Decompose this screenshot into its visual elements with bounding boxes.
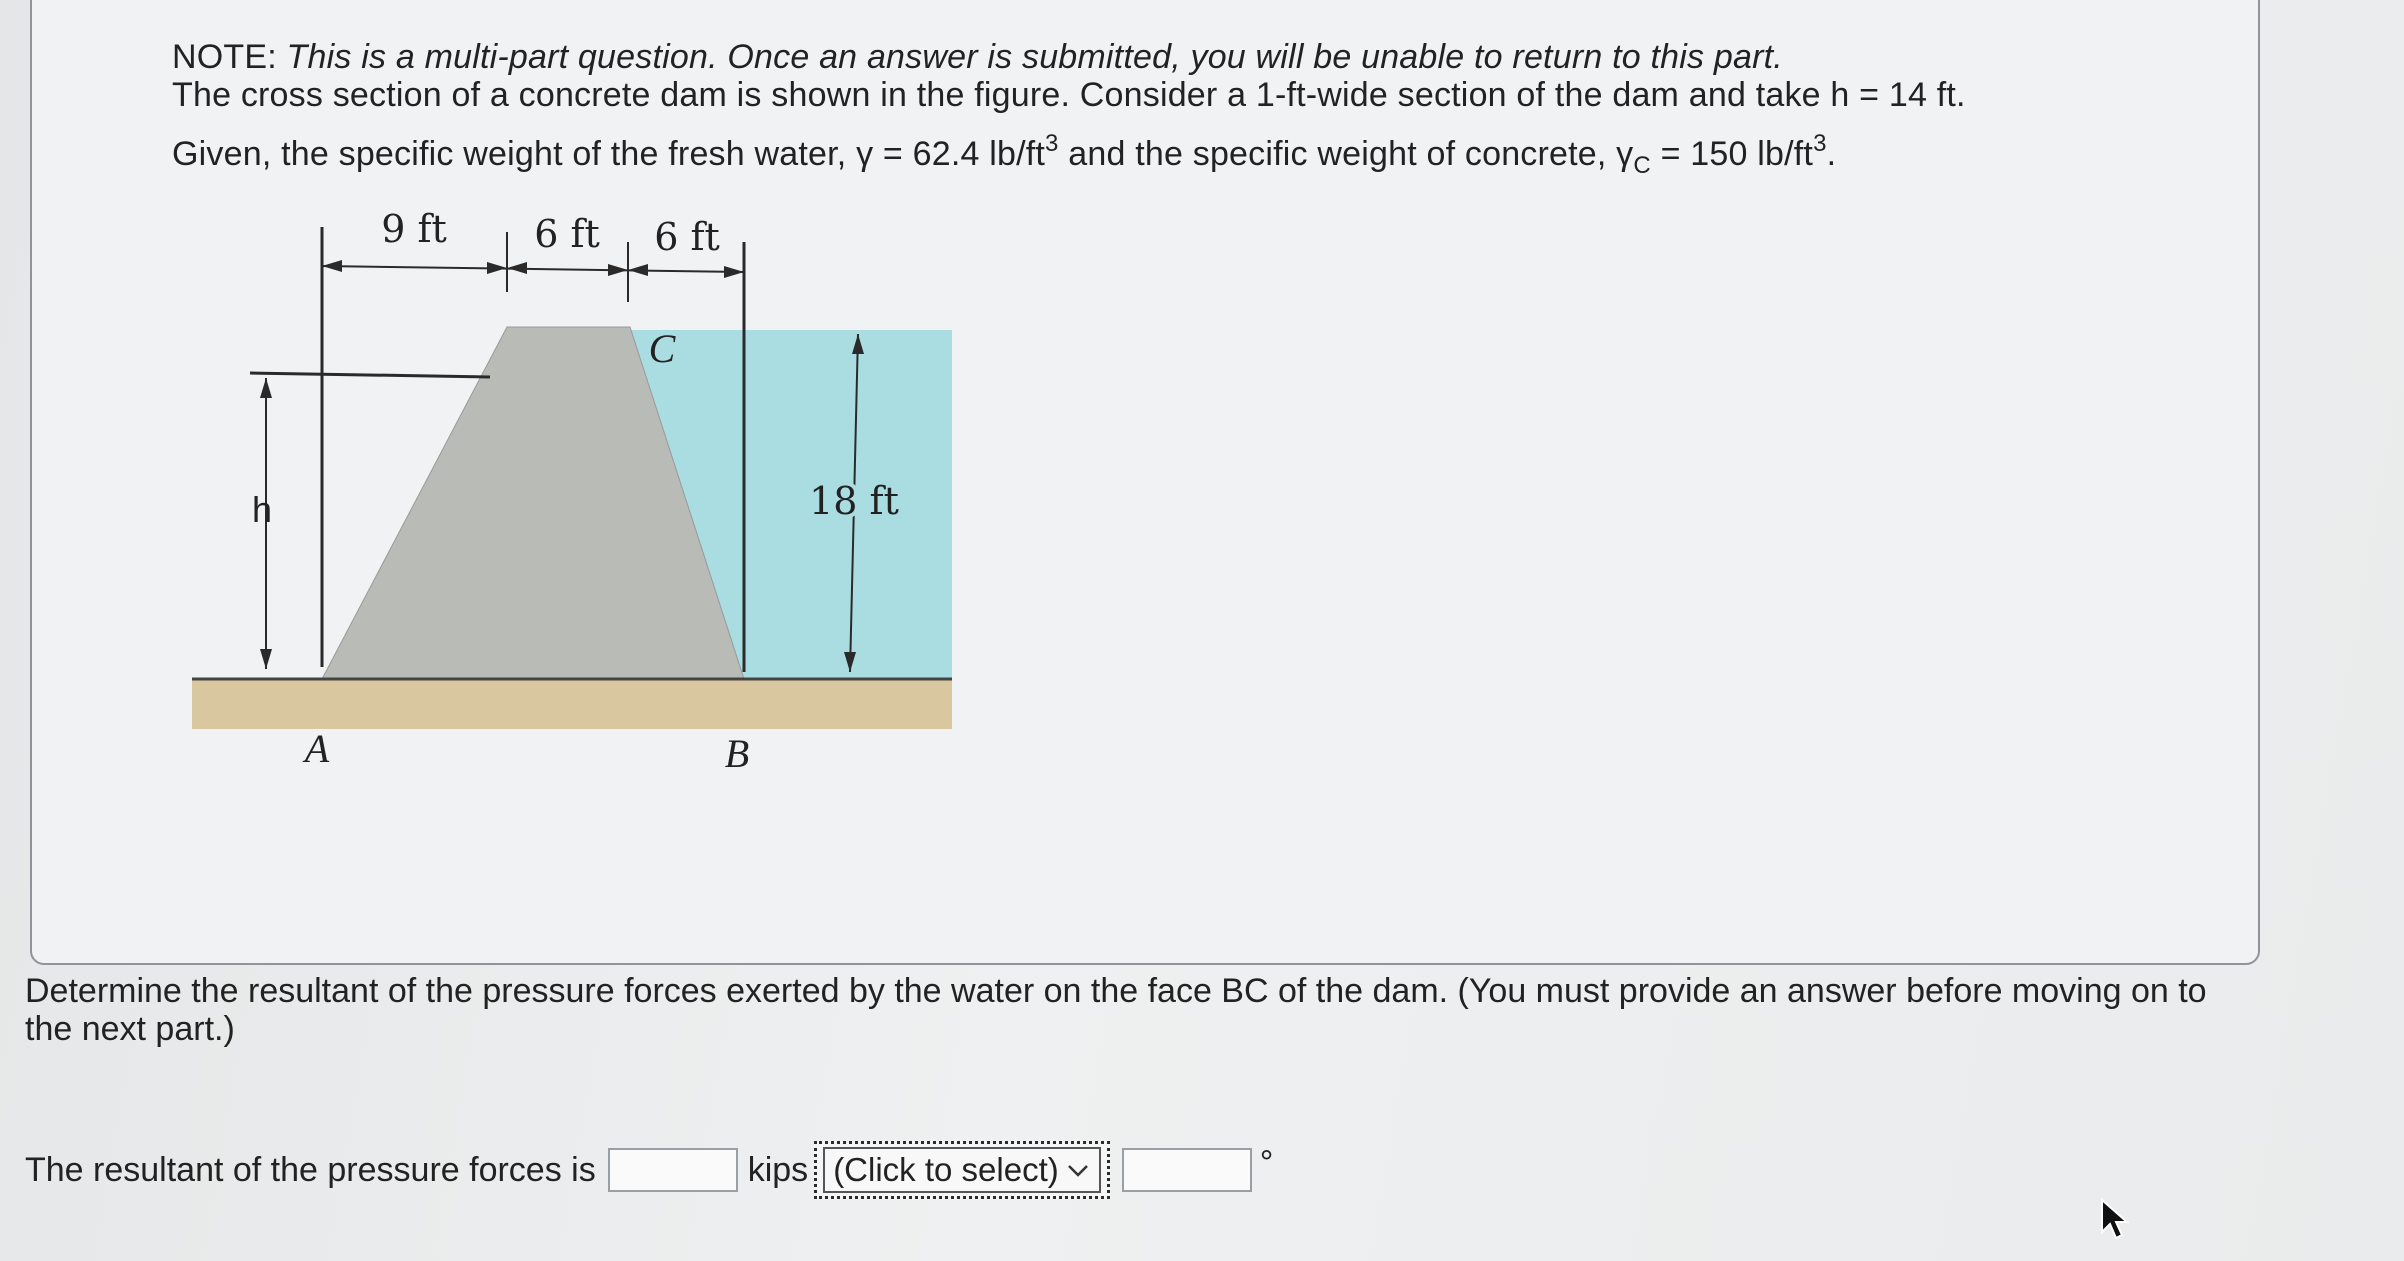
magnitude-input[interactable] xyxy=(608,1148,738,1192)
dim-label-9ft: 9 ft xyxy=(381,207,447,251)
concrete-weight-value: = 150 lb/ft xyxy=(1650,135,1814,173)
direction-select-box[interactable] xyxy=(823,1147,1101,1193)
part-prompt: Determine the resultant of the pressure forces exerted by the water on the face BC of the dam. (You must provide an answer before moving on to the next part.) xyxy=(25,972,2207,1048)
note-text: This is a multi-part question. Once an answer is submitted, you will be unable to return to this part. xyxy=(276,38,1783,76)
angle-input[interactable] xyxy=(1122,1148,1252,1192)
arrowhead xyxy=(628,264,648,276)
arrowhead xyxy=(507,262,527,274)
direction-select[interactable] xyxy=(814,1141,1110,1199)
period: . xyxy=(1826,135,1837,173)
dimension-line xyxy=(322,266,744,272)
problem-line-3 xyxy=(172,130,1837,179)
note-line xyxy=(172,37,1783,77)
mouse-pointer-icon xyxy=(2100,1198,2130,1247)
label-h: h xyxy=(251,489,273,530)
arrowhead xyxy=(487,262,507,274)
arrowhead-down xyxy=(260,649,272,669)
exponent: 3 xyxy=(1045,130,1059,157)
arrowhead xyxy=(608,264,628,276)
problem-line-2: The cross section of a concrete dam is shown in the figure. Consider a 1-ft-wide section of the dam and take h = 14 ft. xyxy=(172,76,1966,114)
label-A: A xyxy=(304,726,330,771)
unit-label: kips xyxy=(747,1150,809,1189)
chevron-down-icon xyxy=(1065,1160,1091,1180)
dam-diagram xyxy=(182,202,962,782)
answer-row xyxy=(25,1140,1273,1200)
ground xyxy=(192,679,952,729)
water-depth-label: 18 ft xyxy=(809,479,899,523)
note-prefix: NOTE: xyxy=(172,38,277,76)
h-reference-line xyxy=(250,373,490,377)
label-B: B xyxy=(724,731,750,776)
arrowhead xyxy=(724,266,744,278)
water-weight-text: Given, the specific weight of the fresh water, γ = 62.4 lb/ft xyxy=(172,135,1046,173)
dim-label-6ft-right: 6 ft xyxy=(654,215,720,259)
subscript: C xyxy=(1633,152,1651,179)
concrete-weight-text: and the specific weight of concrete, γ xyxy=(1058,135,1634,173)
exponent: 3 xyxy=(1813,130,1827,157)
arrowhead-up xyxy=(260,378,272,398)
dam-figure xyxy=(182,202,962,782)
degree-symbol: ° xyxy=(1259,1143,1274,1182)
question-panel xyxy=(30,0,2260,965)
arrowhead xyxy=(322,260,342,272)
label-C: C xyxy=(648,326,676,371)
dim-label-6ft-mid: 6 ft xyxy=(534,212,600,256)
direction-select-label: (Click to select) xyxy=(833,1151,1059,1188)
answer-lead-text: The resultant of the pressure forces is xyxy=(25,1150,596,1189)
